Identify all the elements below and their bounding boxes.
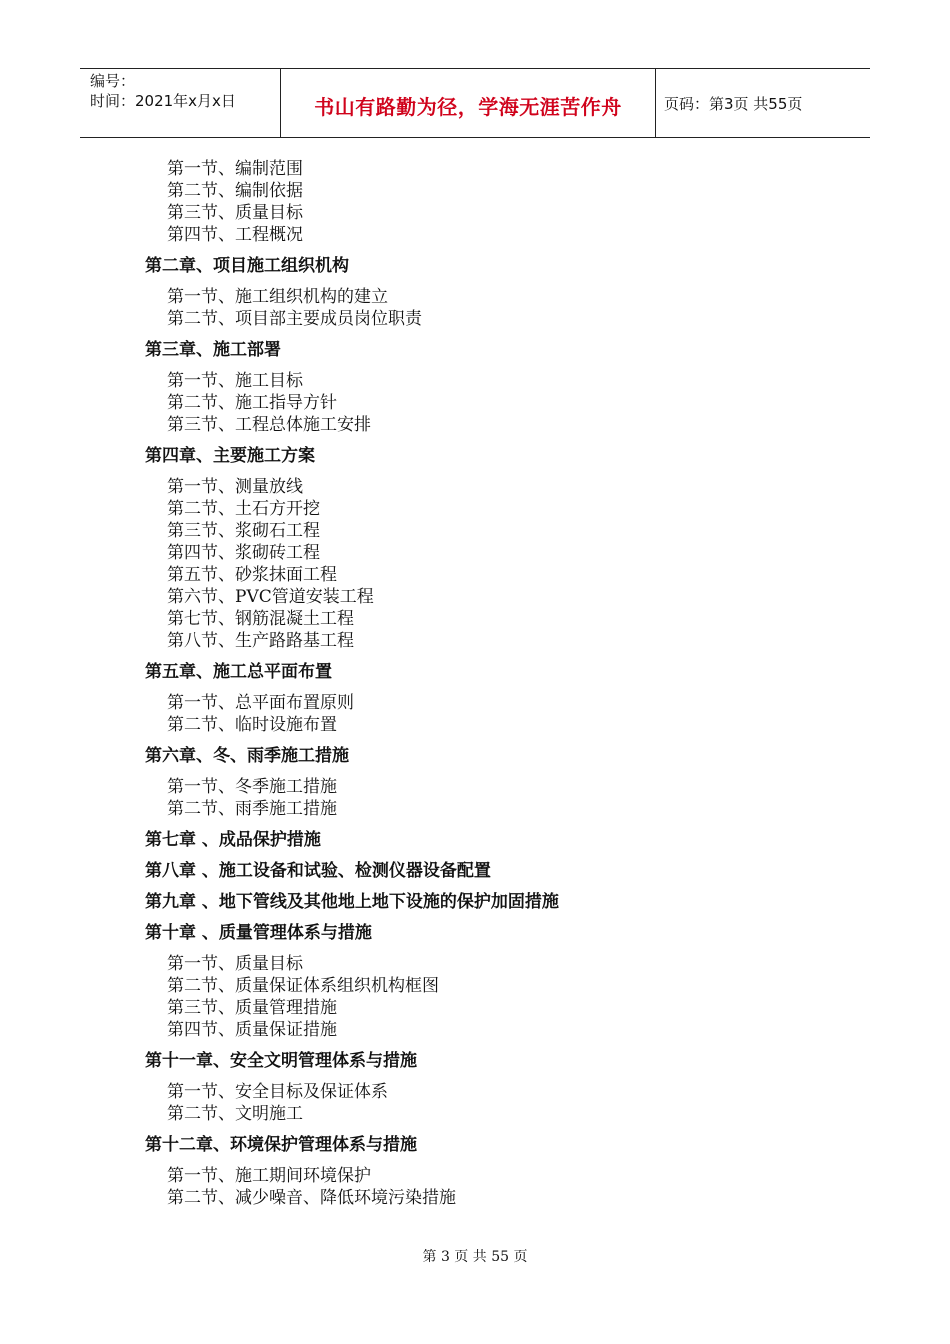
toc-section-item: 第三节、浆砌石工程 <box>167 521 320 541</box>
toc-section-item: 第一节、质量目标 <box>167 954 303 974</box>
toc-section-item: 第二节、施工指导方针 <box>167 393 337 413</box>
page-footer: 第 3 页 共 55 页 <box>422 1249 528 1265</box>
header-page-cell <box>656 69 870 137</box>
toc-chapter-heading: 第八章 、施工设备和试验、检测仪器设备配置 <box>145 861 491 881</box>
toc-section-item: 第四节、工程概况 <box>167 225 303 245</box>
toc-section-item: 第五节、砂浆抹面工程 <box>167 565 337 585</box>
toc-section-item: 第一节、施工组织机构的建立 <box>167 287 388 307</box>
header-motto-cell <box>281 69 656 137</box>
toc-section-item: 第二节、土石方开挖 <box>167 499 320 519</box>
toc-section-item: 第一节、编制范围 <box>167 159 303 179</box>
toc-section-item: 第一节、安全目标及保证体系 <box>167 1082 388 1102</box>
toc-section-item: 第二节、编制依据 <box>167 181 303 201</box>
toc-chapter-heading: 第二章、项目施工组织机构 <box>145 256 349 276</box>
toc-section-item: 第二节、减少噪音、降低环境污染措施 <box>167 1188 456 1208</box>
toc-section-item: 第七节、钢筋混凝土工程 <box>167 609 354 629</box>
document-number-label: 编号： <box>90 72 136 90</box>
header-meta-cell <box>80 69 281 137</box>
toc-chapter-heading: 第四章、主要施工方案 <box>145 446 315 466</box>
header-motto: 书山有路勤为径，学海无涯苦作舟 <box>314 95 622 119</box>
toc-section-item: 第六节、PVC管道安装工程 <box>167 587 374 607</box>
toc-chapter-heading: 第三章、施工部署 <box>145 340 281 360</box>
toc-section-item: 第三节、工程总体施工安排 <box>167 415 371 435</box>
table-of-contents <box>145 158 845 1209</box>
toc-chapter-heading: 第五章、施工总平面布置 <box>145 662 332 682</box>
page-header <box>80 68 870 138</box>
toc-section-item: 第一节、冬季施工措施 <box>167 777 337 797</box>
toc-section-item: 第二节、项目部主要成员岗位职责 <box>167 309 422 329</box>
toc-section-item: 第二节、雨季施工措施 <box>167 799 337 819</box>
toc-section-item: 第八节、生产路路基工程 <box>167 631 354 651</box>
toc-section-item: 第三节、质量管理措施 <box>167 998 337 1018</box>
toc-section-item: 第四节、质量保证措施 <box>167 1020 337 1040</box>
toc-section-item: 第二节、临时设施布置 <box>167 715 337 735</box>
toc-chapter-heading: 第十二章、环境保护管理体系与措施 <box>145 1135 417 1155</box>
toc-chapter-heading: 第九章 、地下管线及其他地上地下设施的保护加固措施 <box>145 892 559 912</box>
toc-chapter-heading: 第十章 、质量管理体系与措施 <box>145 923 372 943</box>
toc-section-item: 第二节、质量保证体系组织机构框图 <box>167 976 439 996</box>
document-time-label: 时间：2021年x月x日 <box>90 92 236 110</box>
toc-chapter-heading: 第六章、冬、雨季施工措施 <box>145 746 349 766</box>
toc-section-item: 第一节、施工期间环境保护 <box>167 1166 371 1186</box>
toc-chapter-heading: 第十一章、安全文明管理体系与措施 <box>145 1051 417 1071</box>
toc-section-item: 第四节、浆砌砖工程 <box>167 543 320 563</box>
toc-section-item: 第三节、质量目标 <box>167 203 303 223</box>
toc-section-item: 第一节、总平面布置原则 <box>167 693 354 713</box>
toc-section-item: 第一节、测量放线 <box>167 477 303 497</box>
header-page-info: 页码：第3页 共55页 <box>664 95 803 113</box>
toc-section-item: 第一节、施工目标 <box>167 371 303 391</box>
toc-chapter-heading: 第七章 、成品保护措施 <box>145 830 321 850</box>
toc-section-item: 第二节、文明施工 <box>167 1104 303 1124</box>
